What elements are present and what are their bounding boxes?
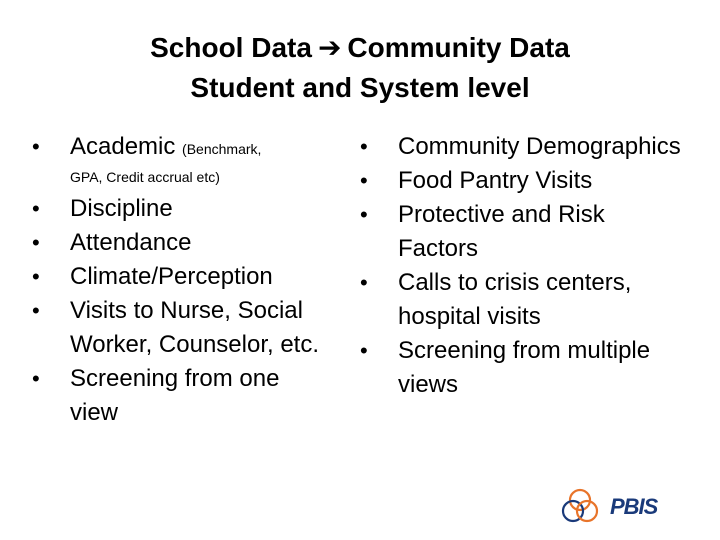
school-data-list — [32, 130, 332, 430]
title-community-data: Community Data — [347, 32, 570, 63]
list-item-discipline — [32, 192, 332, 226]
list-item-text: Visits to Nurse, Social Worker, Counselor, etc. — [70, 297, 319, 358]
bullet-icon: • — [360, 168, 368, 193]
list-item-text: Protective and Risk Factors — [398, 201, 605, 262]
list-item-text: Community Demographics — [398, 133, 681, 160]
list-item-protective — [360, 198, 690, 266]
community-data-list — [360, 130, 690, 402]
bullet-icon: • — [360, 202, 368, 227]
arrow-right-icon: ➔ — [317, 32, 342, 63]
list-item-food-pantry — [360, 164, 690, 198]
title-line-1 — [0, 28, 720, 68]
bullet-icon: • — [32, 196, 40, 221]
pbis-logo-text: PBIS — [610, 494, 658, 519]
list-item-screening — [32, 362, 332, 430]
list-item-academic — [32, 130, 332, 166]
list-item-crisis — [360, 266, 690, 334]
list-item-text: Food Pantry Visits — [398, 167, 593, 194]
list-item-text: Climate/Perception — [70, 263, 273, 290]
bullet-icon: • — [360, 338, 368, 363]
bullet-icon: • — [32, 366, 40, 391]
list-item-text: Discipline — [70, 195, 173, 222]
list-item-text: Screening from one view — [70, 365, 280, 426]
list-item-text: Academic — [70, 133, 176, 160]
title-school-data: School Data — [150, 32, 312, 63]
list-item-attendance — [32, 226, 332, 260]
pbis-logo — [558, 486, 708, 526]
list-item-note: (Benchmark, — [182, 141, 262, 157]
title-line-2: Student and System level — [190, 72, 530, 103]
pbis-logo-icon — [558, 486, 602, 526]
list-item-text: Screening from multiple views — [398, 337, 651, 398]
bullet-icon: • — [32, 264, 40, 289]
slide-title — [0, 28, 720, 108]
list-item-text: Calls to crisis centers, hospital visits — [398, 269, 632, 330]
list-item-note-continued: GPA, Credit accrual etc) — [70, 169, 220, 185]
list-item-visits — [32, 294, 332, 362]
bullet-icon: • — [32, 134, 40, 159]
bullet-icon: • — [360, 134, 368, 159]
list-item-demographics — [360, 130, 690, 164]
bullet-icon: • — [360, 270, 368, 295]
list-item-screening-multiple — [360, 334, 690, 402]
list-item-text: Attendance — [70, 229, 192, 256]
list-item-climate — [32, 260, 332, 294]
bullet-icon: • — [32, 230, 40, 255]
bullet-icon: • — [32, 298, 40, 323]
